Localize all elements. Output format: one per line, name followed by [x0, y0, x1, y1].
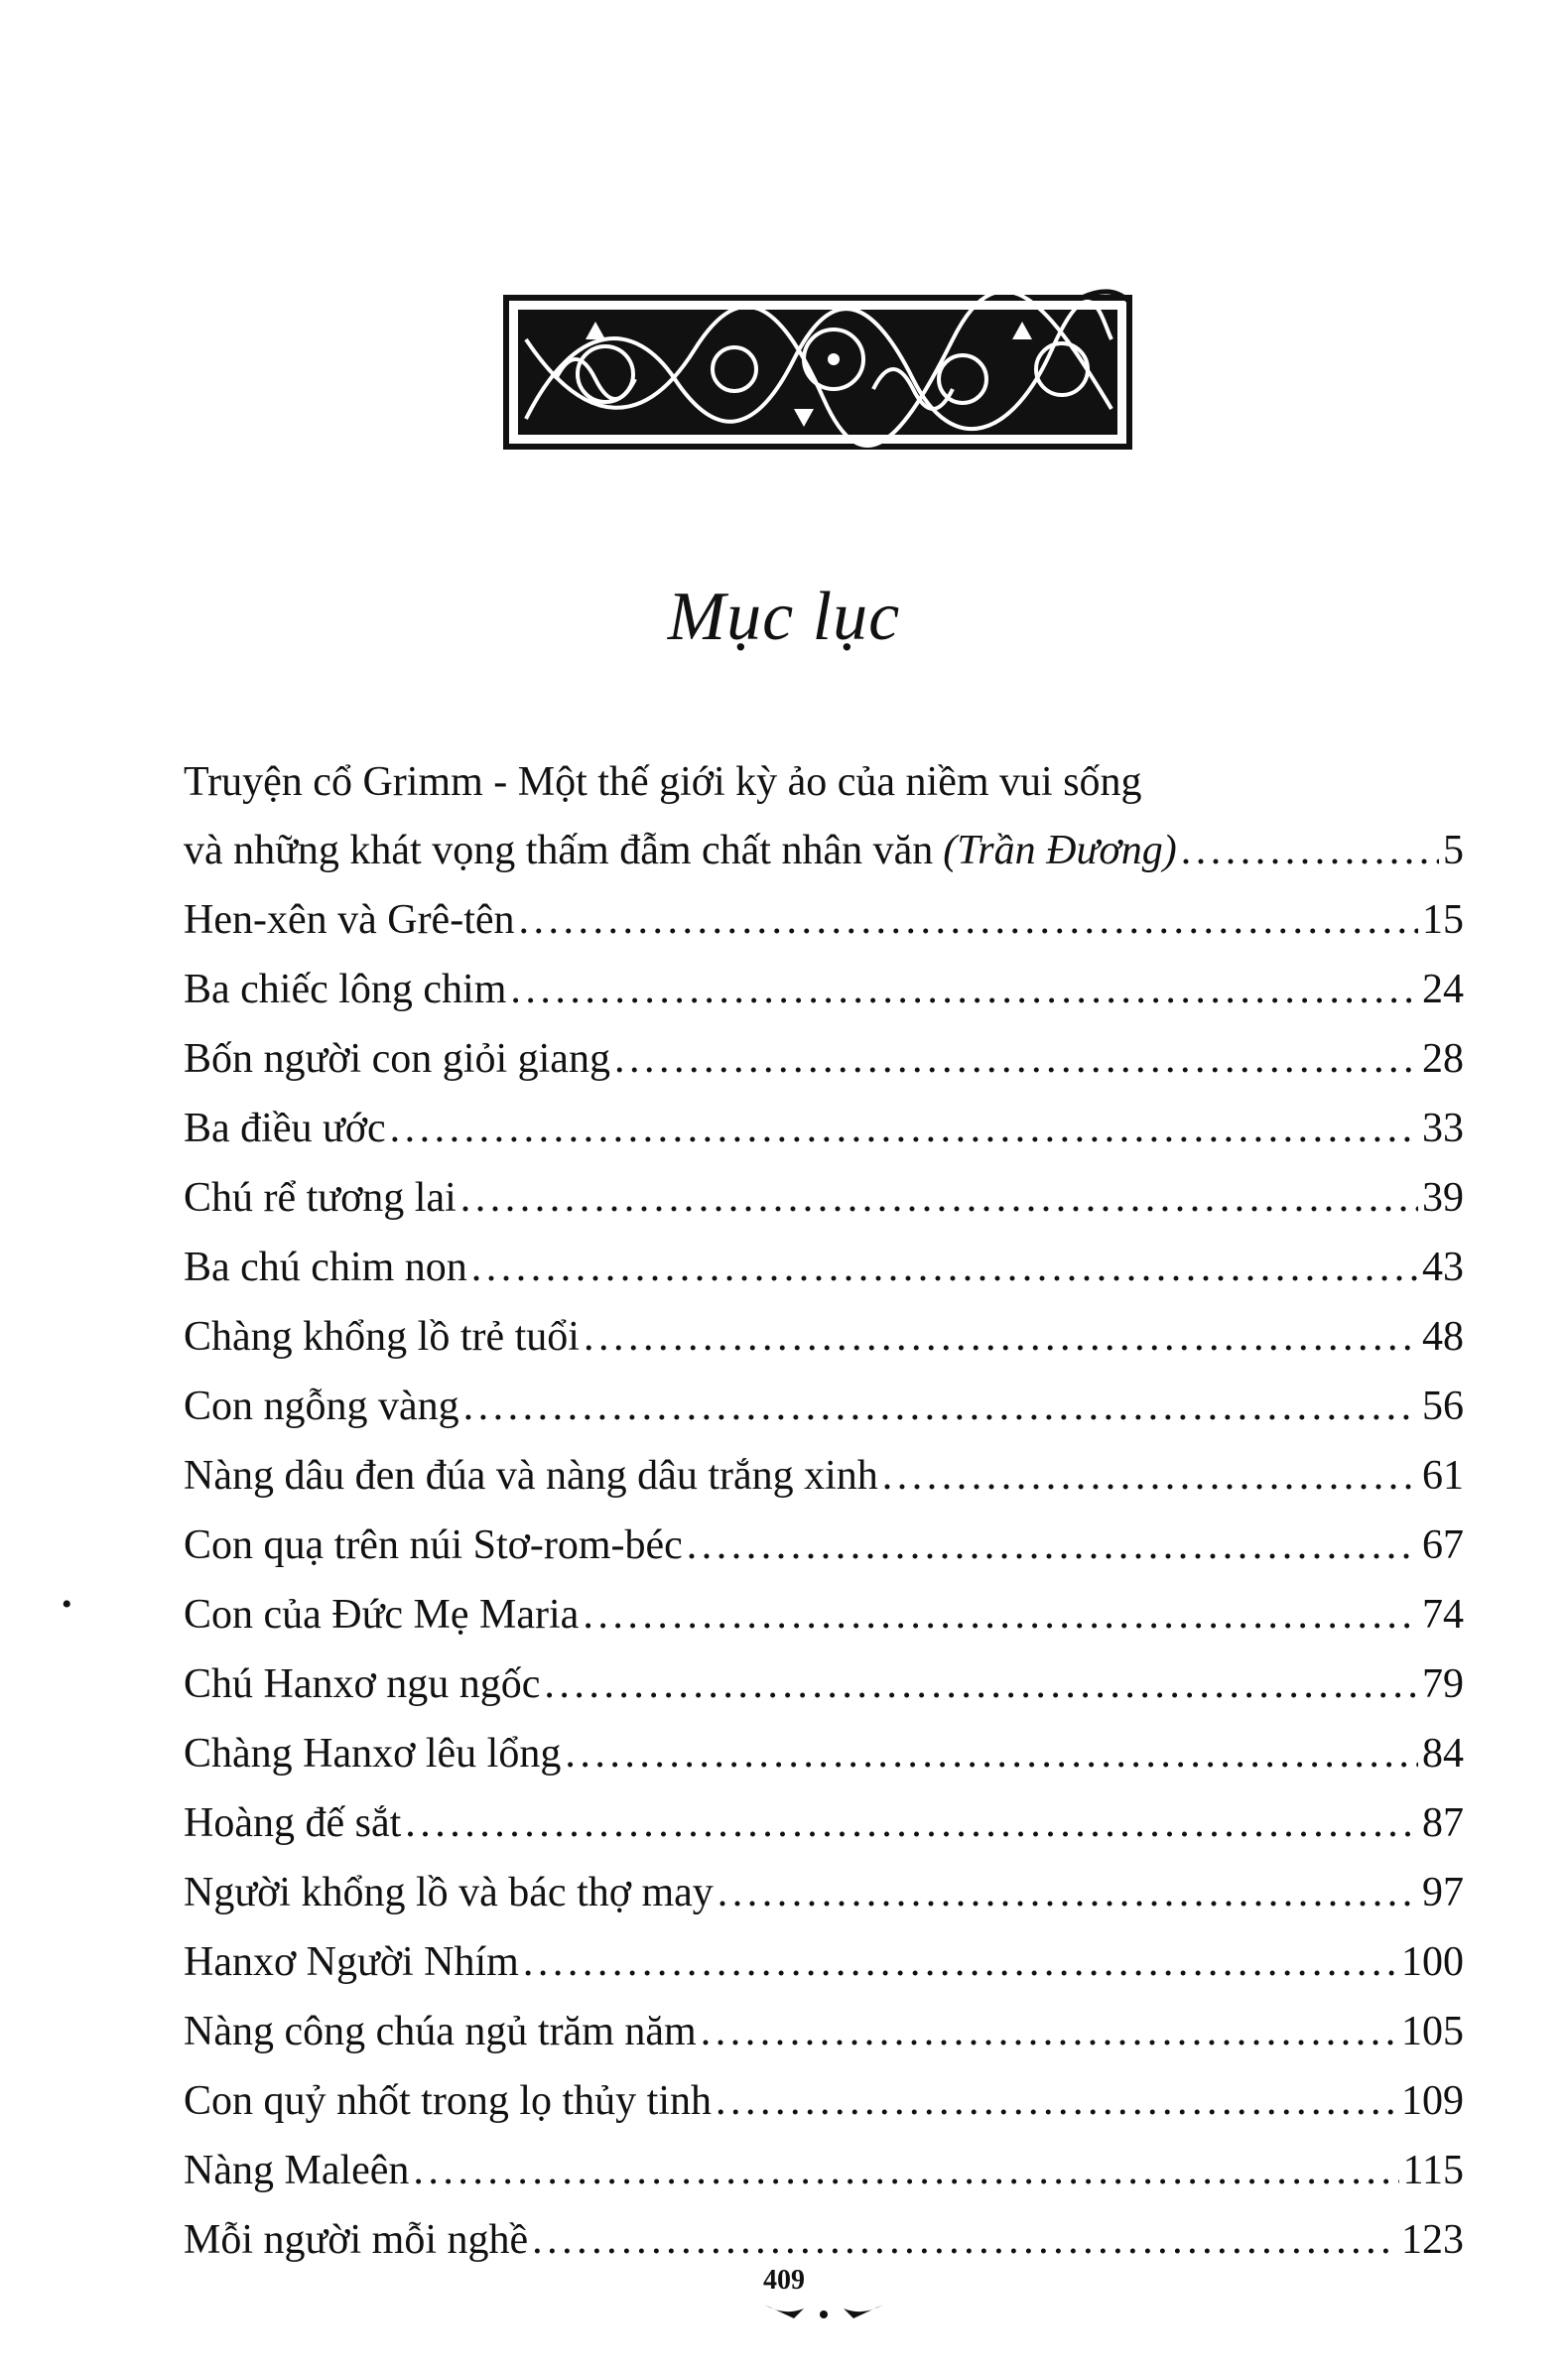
dot-leader	[523, 1927, 1397, 1997]
toc-entry	[184, 1302, 1464, 1372]
toc-page-number: 105	[1401, 2009, 1464, 2054]
dot-leader	[614, 1024, 1418, 1094]
toc-page-number: 123	[1401, 2217, 1464, 2263]
footer-flourish	[754, 2295, 893, 2324]
toc-entry-title: Con quỷ nhốt trong lọ thủy tinh	[184, 2078, 713, 2124]
toc-entry-title: Hoàng đế sắt	[184, 1800, 402, 1846]
toc-entry	[184, 1094, 1464, 1163]
toc-entry-title: Con quạ trên núi Stơ-rom-béc	[184, 1522, 683, 1568]
toc-entry-title: Mỗi người mỗi nghề	[184, 2217, 529, 2263]
dot-leader	[510, 955, 1418, 1024]
toc-page-number: 84	[1422, 1731, 1464, 1777]
toc-entry-title: Chàng Hanxơ lêu lổng	[184, 1731, 562, 1777]
toc-entry-title: Chú rể tương lai	[184, 1175, 457, 1221]
toc-page-number: 48	[1422, 1314, 1464, 1360]
dot-leader	[413, 2136, 1398, 2205]
toc-page-number: 56	[1422, 1384, 1464, 1429]
stray-dot: •	[62, 1588, 72, 1621]
dot-leader	[390, 1094, 1418, 1163]
toc-entry	[184, 1163, 1464, 1233]
toc-entry-title: Ba điều ước	[184, 1106, 386, 1151]
toc-entries	[184, 885, 1464, 2275]
dot-leader	[460, 1163, 1418, 1233]
toc-entry	[184, 955, 1464, 1024]
toc-intro-author: (Trần Đương)	[943, 828, 1177, 873]
toc-page-number: 61	[1422, 1453, 1464, 1499]
toc-entry	[184, 1927, 1464, 1997]
toc-intro-title-line1: Truyện cổ Grimm - Một thế giới kỳ ảo của niềm vui sống	[184, 759, 1142, 805]
toc-entry-title: Hen-xên và Grê-tên	[184, 897, 515, 943]
toc-entry	[184, 1580, 1464, 1649]
toc-page-number: 28	[1422, 1036, 1464, 1082]
toc-page-number: 39	[1422, 1175, 1464, 1221]
toc-page-number: 24	[1422, 967, 1464, 1012]
dot-leader	[687, 1511, 1418, 1580]
toc-page-number: 87	[1422, 1800, 1464, 1846]
dot-leader	[584, 1302, 1418, 1372]
toc-entry-title: Hanxơ Người Nhím	[184, 1939, 519, 1985]
dot-leader	[565, 1719, 1418, 1788]
toc-entry-title: Nàng Maleên	[184, 2148, 410, 2193]
toc-entry	[184, 1233, 1464, 1302]
dot-leader	[701, 1997, 1397, 2066]
toc-intro-title-line2: và những khát vọng thấm đẫm chất nhân văn	[184, 828, 934, 873]
dot-leader	[405, 1788, 1418, 1858]
dot-leader	[544, 1649, 1418, 1719]
toc-page-number: 97	[1422, 1870, 1464, 1915]
toc-entry-title: Bốn người con giỏi giang	[184, 1036, 610, 1082]
toc-entry	[184, 2066, 1464, 2136]
toc-page-number: 74	[1422, 1592, 1464, 1638]
toc-intro-line2	[184, 816, 1464, 885]
toc-entry-title: Con của Đức Mẹ Maria	[184, 1592, 580, 1638]
toc-page-number: 15	[1422, 897, 1464, 943]
toc-entry	[184, 1997, 1464, 2066]
toc-entry-title: Nàng dâu đen đúa và nàng dâu trắng xinh	[184, 1453, 878, 1499]
dot-leader	[718, 1858, 1418, 1927]
table-of-contents	[184, 748, 1464, 2275]
toc-entry-title: Người khổng lồ và bác thợ may	[184, 1870, 714, 1915]
toc-page-number: 109	[1401, 2078, 1464, 2124]
toc-entry	[184, 1788, 1464, 1858]
toc-entry	[184, 1719, 1464, 1788]
page-number: 409	[763, 2265, 805, 2296]
dot-leader	[882, 1441, 1418, 1511]
toc-page-number: 100	[1401, 1939, 1464, 1985]
toc-entry	[184, 1649, 1464, 1719]
toc-entry	[184, 2136, 1464, 2205]
toc-entry	[184, 1511, 1464, 1580]
toc-entry-title: Nàng công chúa ngủ trăm năm	[184, 2009, 697, 2054]
toc-entry	[184, 1372, 1464, 1441]
toc-page-number: 5	[1443, 828, 1464, 873]
dot-leader	[519, 885, 1419, 955]
dot-leader	[583, 1580, 1418, 1649]
toc-entry	[184, 885, 1464, 955]
ornament-banner	[496, 280, 1139, 461]
toc-page-number: 115	[1402, 2148, 1464, 2193]
dot-leader	[471, 1233, 1418, 1302]
toc-entry-title: Ba chiếc lông chim	[184, 967, 507, 1012]
toc-page-number: 43	[1422, 1245, 1464, 1290]
toc-entry-title: Con ngỗng vàng	[184, 1384, 459, 1429]
page-title: Mục lục	[667, 579, 901, 655]
toc-page-number: 79	[1422, 1661, 1464, 1707]
toc-page-number: 67	[1422, 1522, 1464, 1568]
toc-entry	[184, 1024, 1464, 1094]
toc-entry-title: Ba chú chim non	[184, 1245, 467, 1290]
toc-entry	[184, 1858, 1464, 1927]
toc-entry-title: Chàng khổng lồ trẻ tuổi	[184, 1314, 580, 1360]
dot-leader	[463, 1372, 1418, 1441]
dot-leader	[716, 2066, 1397, 2136]
toc-entry	[184, 1441, 1464, 1511]
toc-page-number: 33	[1422, 1106, 1464, 1151]
toc-intro-line1	[184, 748, 1464, 816]
toc-entry-title: Chú Hanxơ ngu ngốc	[184, 1661, 541, 1707]
dot-leader	[1181, 816, 1439, 885]
